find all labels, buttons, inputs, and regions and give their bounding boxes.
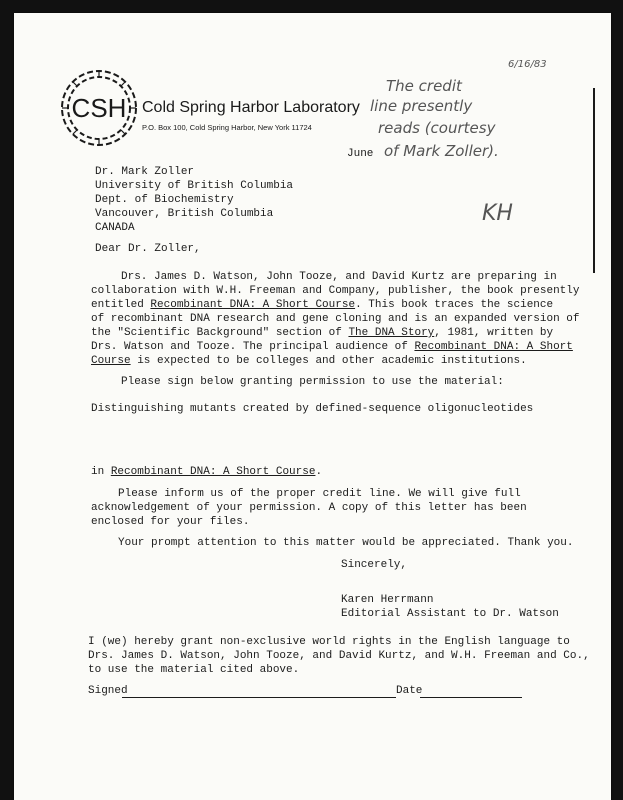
para1-line-2: collaboration with W.H. Freeman and Company, publisher, the book presently [91,285,580,297]
recipient-line-5: CANADA [95,222,135,234]
permission-request: Please sign below granting permission to use the material: [121,376,504,388]
letter-date: June [347,148,374,160]
handwritten-note-line-1: The credit [386,77,462,95]
recipient-line-3: Dept. of Biochemistry [95,194,234,206]
para3-line-1: Please inform us of the proper credit line. We will give full [118,488,521,500]
material-title: Distinguishing mutants created by defined-sequence oligonucleotides [91,403,534,415]
organization-address: P.O. Box 100, Cold Spring Harbor, New York 11724 [142,123,312,132]
text-span: entitled [91,299,151,311]
date-label: Date [396,685,423,697]
signer-title: Editorial Assistant to Dr. Watson [341,608,559,620]
signer-name: Karen Herrmann [341,594,434,606]
margin-rule [593,88,595,273]
handwritten-note-line-2: line presently [370,97,473,115]
grant-line-3: to use the material cited above. [88,664,300,676]
signed-label: Signed [88,685,128,697]
closing: Sincerely, [341,559,408,571]
handwritten-note-line-4: of Mark Zoller). [384,142,499,160]
handwritten-note-line-3: reads (courtesy [378,119,496,137]
recipient-line-2: University of British Columbia [95,180,294,192]
csh-logo-icon [58,67,140,149]
source-book-line [91,465,322,479]
book-title: The DNA Story [348,327,435,339]
para3-line-2: acknowledgement of your permission. A copy of this letter has been [91,502,527,514]
book-title: Recombinant DNA: A Short Course [110,466,316,478]
signature-line[interactable] [122,697,396,698]
para1-line-6 [91,340,573,354]
text-span: the "Scientific Background" section of [91,327,349,339]
book-title: Recombinant DNA: A Short Course [150,299,356,311]
text-span: , 1981, written by [434,327,554,339]
para1-line-7 [91,354,527,368]
recipient-line-4: Vancouver, British Columbia [95,208,274,220]
book-title: Course [91,355,131,367]
grant-line-1: I (we) hereby grant non-exclusive world rights in the English language to [88,636,570,648]
book-title: Recombinant DNA: A Short [414,341,573,353]
text-span: . This book traces the science [355,299,554,311]
handwritten-date: 6/16/83 [508,59,547,70]
handwritten-initials: KH [482,201,513,226]
organization-name: Cold Spring Harbor Laboratory [142,99,360,116]
logo-text: CSH [71,93,127,123]
para1-line-3 [91,298,553,312]
para3-line-3: enclosed for your files. [91,516,250,528]
salutation: Dear Dr. Zoller, [95,243,201,255]
grant-line-2: Drs. James D. Watson, John Tooze, and David Kurtz, and W.H. Freeman and Co., [88,650,590,662]
text-span: Drs. Watson and Tooze. The principal audience of [91,341,415,353]
para1-line-1: Drs. James D. Watson, John Tooze, and David Kurtz are preparing in [121,271,557,283]
text-span: . [315,466,323,478]
para1-line-5 [91,326,553,340]
date-line[interactable] [420,697,522,698]
recipient-line-1: Dr. Mark Zoller [95,166,195,178]
text-span: in [91,466,111,478]
para1-line-4: of recombinant DNA research and gene cloning and is an expanded version of [91,313,580,325]
para4: Your prompt attention to this matter would be appreciated. Thank you. [118,537,574,549]
text-span: is expected to be colleges and other academic institutions. [130,355,527,367]
letter-page [14,13,611,800]
